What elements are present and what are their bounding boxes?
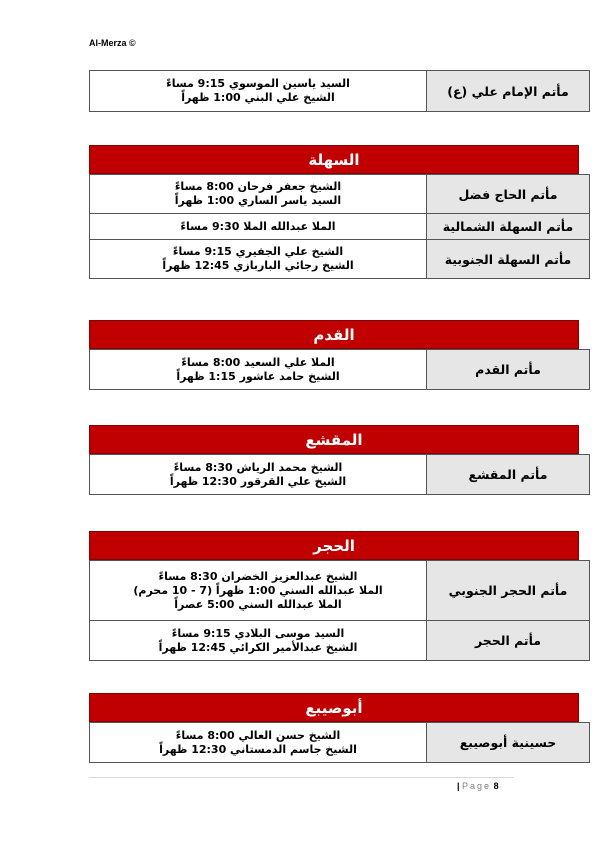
time-line: الشيخ علي البني 1:00 ظهراً (181, 91, 335, 104)
times-cell (90, 561, 427, 621)
schedule-table (89, 560, 590, 661)
section-qadam (89, 320, 579, 390)
footer-divider (89, 777, 514, 778)
section-title: أبوصيبع (89, 693, 579, 722)
time-line: الشيخ حامد عاشور 1:15 ظهراً (176, 369, 340, 383)
venue-cell: مأتم السهلة الشمالية (427, 214, 590, 240)
schedule-table (89, 454, 590, 495)
page-number-footer (457, 781, 499, 791)
table-row (90, 455, 590, 495)
table-row (90, 240, 590, 279)
section-hajar (89, 531, 579, 661)
time-line: الشيخ جاسم الدمستاني 12:30 ظهراً (159, 742, 357, 756)
time-line: الملا عبدالله الملا 9:30 مساءً (180, 219, 336, 233)
times-cell (90, 175, 427, 214)
section-title: الحجر (89, 531, 579, 560)
page-label: Page (462, 781, 492, 791)
time-line: الشيخ علي القرقور 12:30 ظهراً (169, 474, 347, 488)
table-row (90, 175, 590, 214)
times-cell (90, 350, 427, 390)
section-maqsha (89, 425, 579, 495)
venue-cell: مأتم الحجر (427, 621, 590, 661)
time-line: الملا عبدالله السني 1:00 ظهراً (7 - 10 محرم) (133, 583, 383, 597)
time-line: الملا عبدالله السني 5:00 عصراً (174, 597, 342, 611)
venue-cell: مأتم القدم (427, 350, 590, 390)
table-row (90, 71, 590, 112)
table-row (90, 350, 590, 390)
time-line: الملا علي السعيد 8:00 مساءً (181, 355, 335, 369)
table-row (90, 214, 590, 240)
times-cell (90, 240, 427, 279)
section-title: القدم (89, 320, 579, 349)
venue-cell: مأتم الحاج فضل (427, 175, 590, 214)
section-sahla (89, 145, 579, 279)
times-cell (90, 455, 427, 495)
page-number: 8 (493, 781, 499, 791)
times-cell (90, 214, 427, 240)
time-line: السيد موسى البلادي 9:15 مساءً (171, 626, 345, 640)
table-row (90, 561, 590, 621)
schedule-table (89, 174, 590, 279)
time-line: الشيخ جعفر فرحان 8:00 مساءً (174, 180, 342, 193)
time-line: السيد ياسين الموسوي 9:15 مساءً (166, 77, 350, 90)
time-line: الشيخ علي الجفيري 9:15 مساءً (172, 245, 344, 258)
time-line: الشيخ عبدالأمير الكرائي 12:45 ظهراً (158, 640, 358, 654)
schedule-table (89, 70, 590, 112)
section-title: السهلة (89, 145, 579, 174)
footer-separator: | (457, 781, 460, 791)
venue-cell: مأتم الإمام علي (ع) (427, 71, 590, 112)
time-line: السيد ياسر الساري 1:00 ظهراً (174, 194, 342, 207)
time-line: الشيخ محمد الرياش 8:30 مساءً (173, 460, 343, 474)
times-cell (90, 71, 427, 112)
times-cell (90, 723, 427, 763)
time-line: الشيخ رجائي الباربازي 12:45 ظهراً (162, 259, 354, 272)
section-imam-ali (89, 70, 579, 112)
table-row (90, 723, 590, 763)
venue-cell: مأتم الحجر الجنوبي (427, 561, 590, 621)
venue-cell: حسينية أبوصيبع (427, 723, 590, 763)
schedule-table (89, 349, 590, 390)
time-line: الشيخ عبدالعزيز الخضران 8:30 مساءً (158, 569, 358, 583)
venue-cell: مأتم السهلة الجنوبية (427, 240, 590, 279)
times-cell (90, 621, 427, 661)
table-row (90, 621, 590, 661)
section-abu-saiba (89, 693, 579, 763)
schedule-table (89, 722, 590, 763)
time-line: الشيخ حسن العالي 8:00 مساءً (175, 728, 341, 742)
copyright-header: Al-Merza © (89, 38, 136, 48)
venue-cell: مأتم المقشع (427, 455, 590, 495)
section-title: المقشع (89, 425, 579, 454)
